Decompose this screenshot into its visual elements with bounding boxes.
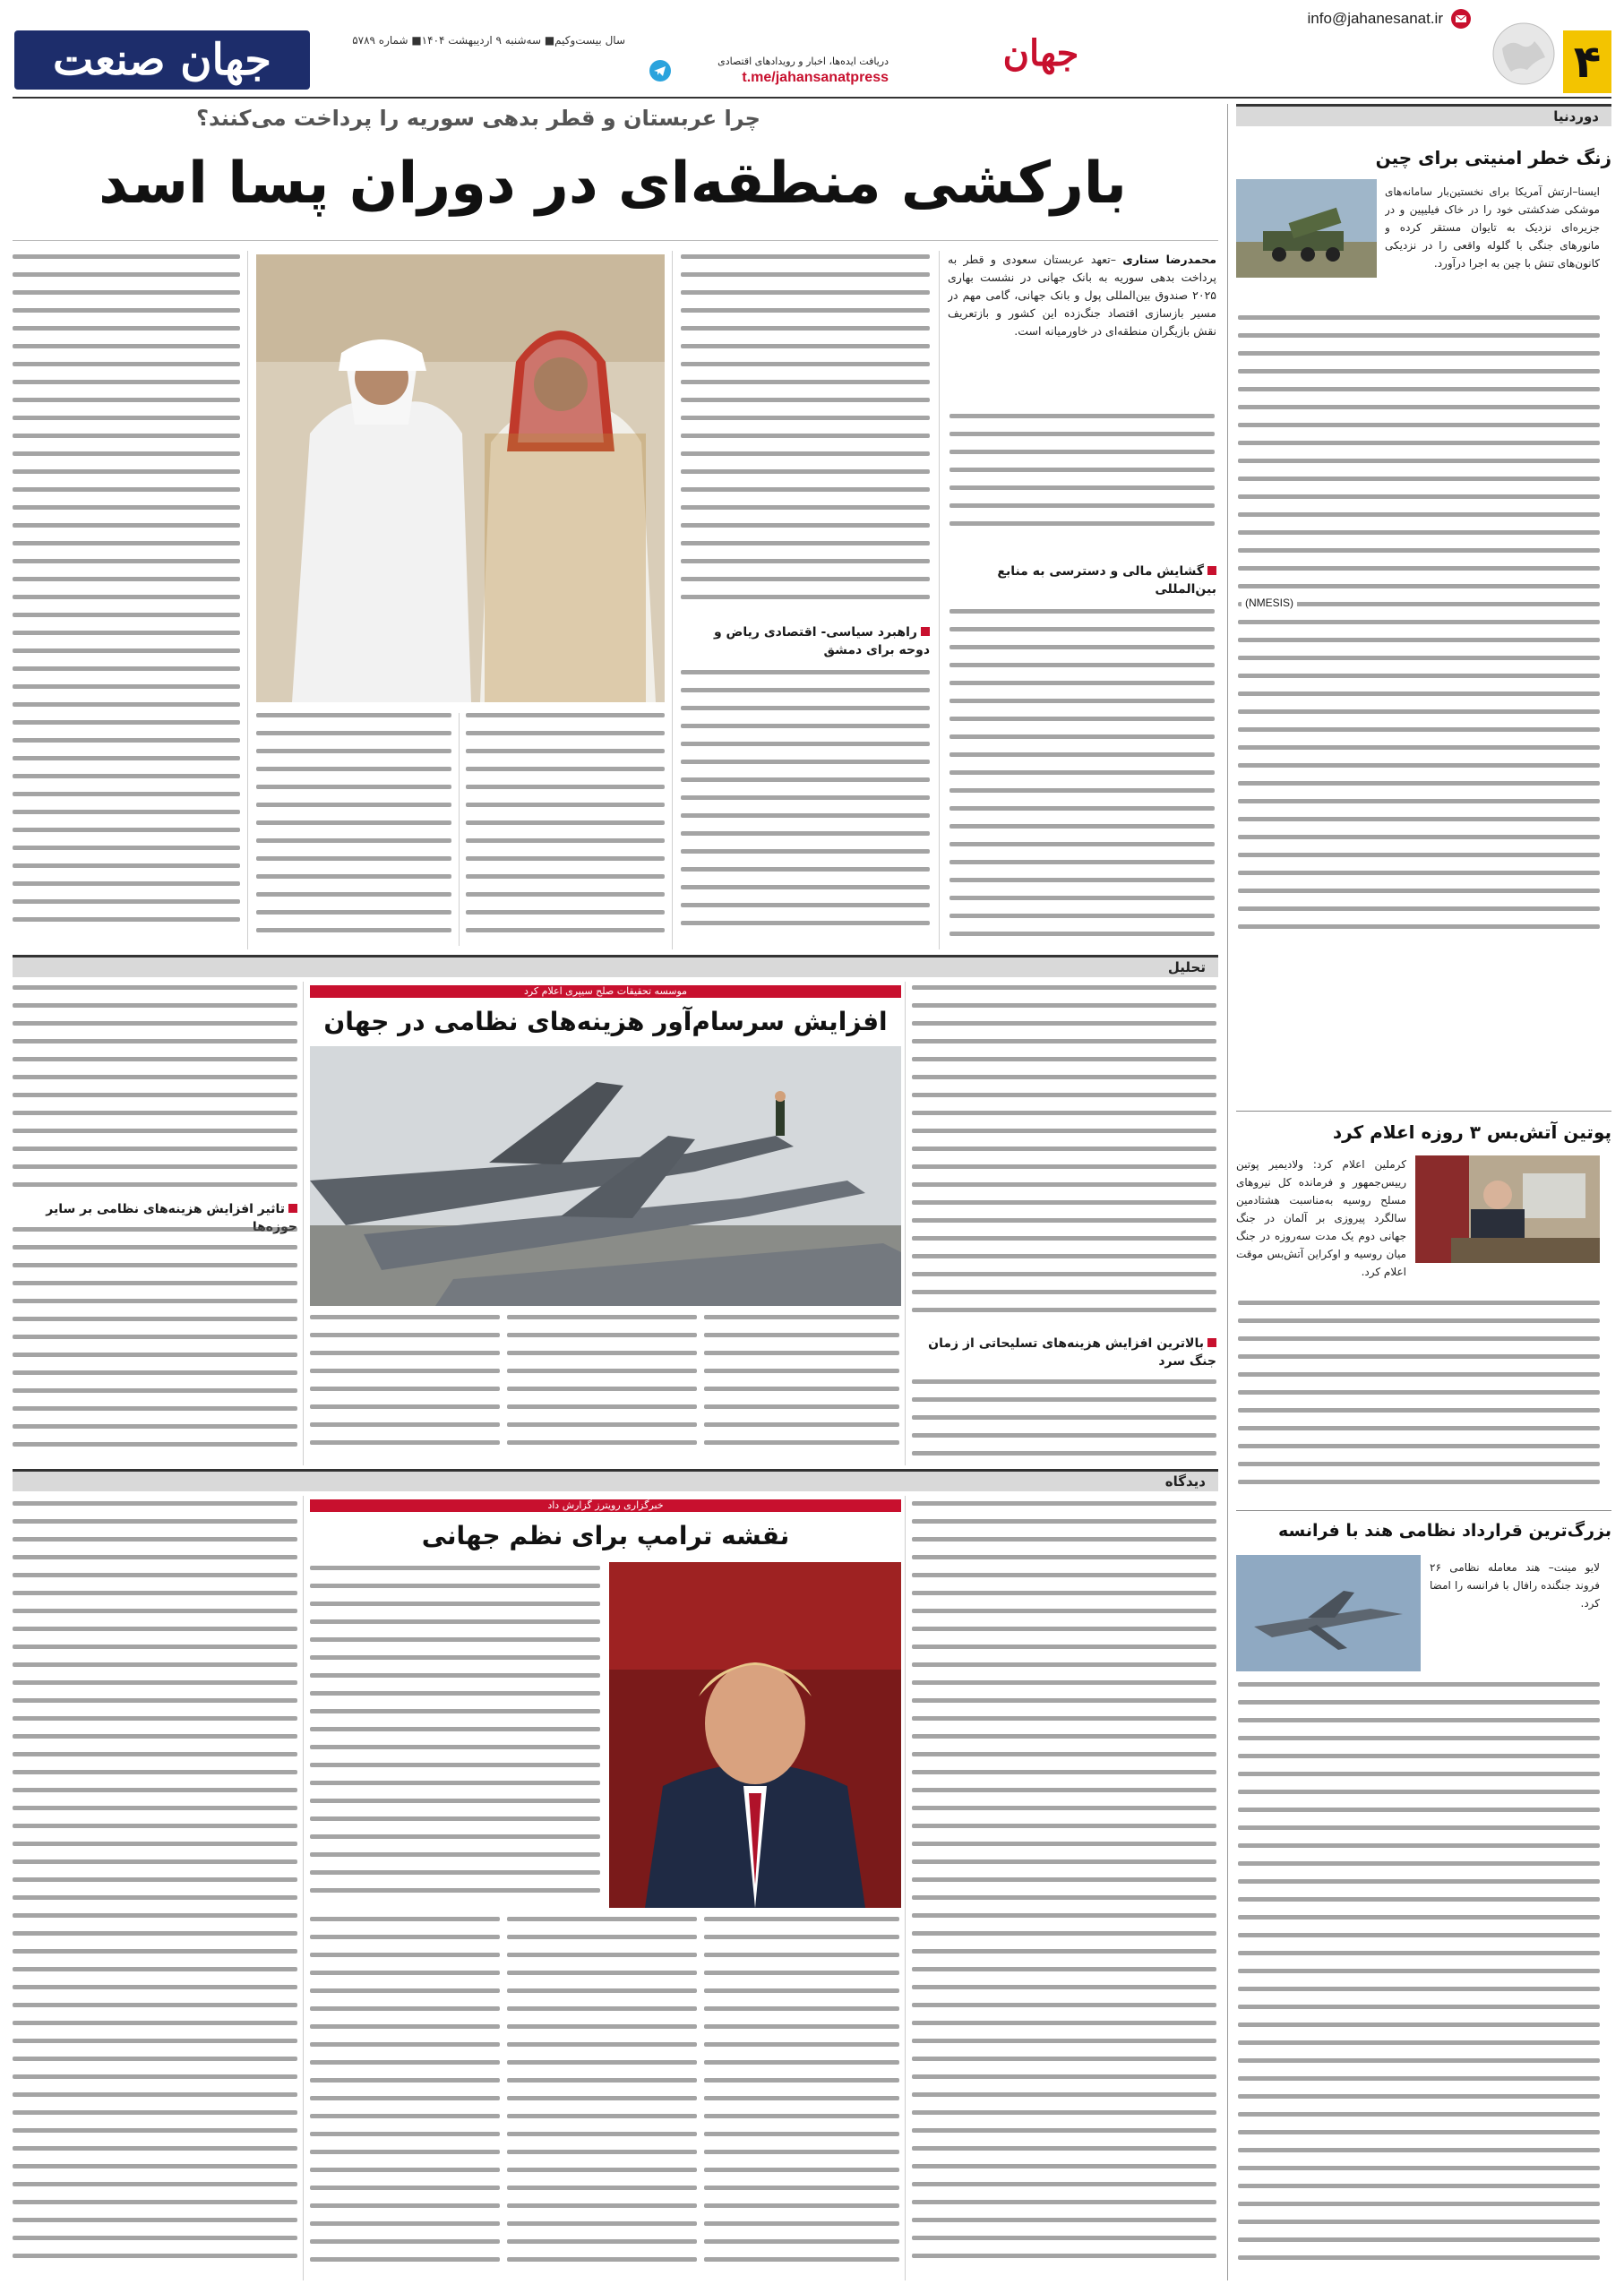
main-col4-body (256, 713, 451, 946)
viewpoint-col-right-body (912, 1501, 1216, 2272)
main-col2-body-a (681, 254, 930, 613)
main-col5-body (13, 254, 240, 946)
analysis-subhead-1-text: بالاترین افزایش هزینه‌های تسلیحاتی از زمان جنگ سرد (928, 1336, 1216, 1369)
sidebar-section-header (1236, 104, 1611, 126)
sidebar-divider-2 (1236, 1510, 1611, 1511)
viewpoint-source-tag: خبرگزاری رویترز گزارش داد (310, 1499, 901, 1512)
putin-photo (1415, 1155, 1600, 1263)
sidebar-story1-body (1238, 315, 1600, 942)
masthead-rule (13, 97, 1611, 99)
subhead-marker (921, 627, 930, 636)
sidebar-section-label: دوردنیا (1553, 108, 1599, 125)
main-subhead-1-text: گشایش مالی و دسترسی به منابع بین‌المللی (997, 564, 1216, 597)
main-col3-body (466, 713, 665, 946)
main-byline: محمدرضا ستاری (1122, 253, 1216, 266)
email-icon (1450, 8, 1472, 30)
analysis-under-photo-a (704, 1315, 899, 1465)
main-col-rule-3 (459, 713, 460, 946)
leaders-photo (256, 254, 665, 702)
telegram-link[interactable]: t.me/jahansanatpress (742, 70, 889, 85)
sidebar-story2-body (1238, 1301, 1600, 1489)
page-number-box (1563, 30, 1611, 93)
analysis-rule-2 (303, 982, 304, 1465)
telegram-caption: دریافت ایده‌ها، اخبار و رویدادهای اقتصادی (717, 56, 889, 67)
main-col2-body-b (681, 670, 930, 948)
telegram-icon (649, 59, 672, 82)
subhead-marker (288, 1204, 297, 1213)
viewpoint-headline: نقشه ترامپ برای نظم جهانی (421, 1521, 790, 1550)
viewpoint-rule-1 (905, 1496, 906, 2280)
viewpoint-section-header (13, 1469, 1218, 1491)
subhead-marker (1207, 566, 1216, 575)
analysis-col-right-body-b (912, 1379, 1216, 1465)
viewpoint-col-mid-a (310, 1566, 600, 1906)
analysis-headline: افزایش سرسام‌آور هزینه‌های نظامی در جهان (323, 1007, 888, 1036)
rafale-jet-photo (1236, 1555, 1421, 1671)
section-logo: جهان (1002, 32, 1079, 74)
page-number: ۴ (1573, 36, 1602, 88)
main-subhead-2 (681, 623, 930, 659)
analysis-under-photo-c (310, 1315, 500, 1465)
sidebar-story2-lead: کرملین اعلام کرد: ولادیمیر پوتین رییس‌جمهور و فرمانده کل نیروهای مسلح روسیه به‌مناسبت هشتادمین سالگرد پیروزی بر آلمان در جنگ جهانی دوم یک مدت سه‌روزه در جنگ میان روسیه و اوکراین آتش‌بس موقت اعلام کرد. (1236, 1158, 1406, 1278)
main-col-rule-2 (672, 251, 673, 949)
main-lead-block (948, 251, 1216, 403)
masthead (0, 0, 1624, 100)
analysis-rule-1 (905, 982, 906, 1465)
headline-rule (13, 240, 1218, 241)
sidebar-story3-title: بزرگ‌ترین قرارداد نظامی هند با فرانسه (1277, 1521, 1611, 1541)
main-col1-body-a (949, 414, 1215, 548)
issue-line: سال بیست‌وکیم■ سه‌شنبه ۹ اردیبهشت ۱۴۰۴■ شماره ۵۷۸۹ (352, 34, 625, 47)
main-headline: بارکشی منطقه‌ای در دوران پسا اسد (99, 150, 1127, 217)
globe-icon (1491, 21, 1556, 86)
sidebar-story1-lead: ایسنا–ارتش آمریکا برای نخستین‌بار سامانه‌های موشکی ضدکشتی خود را در خاک فیلیپین و در جزیره‌ای نزدیک به تایوان مستقر کرده و مانورهای جنگی با گلوله واقعی را در نزدیکی کانون‌های تنش با چین به اجرا درآورد. (1385, 185, 1600, 270)
viewpoint-col-left-body (13, 1501, 297, 2272)
fighter-jets-photo (310, 1046, 901, 1306)
main-col1-body-b (949, 609, 1215, 949)
email-address[interactable]: info@jahanesanat.ir (1307, 10, 1443, 27)
sidebar-story2-title: پوتین آتش‌بس ۳ روزه اعلام کرد (1332, 1121, 1611, 1143)
sidebar-story3-lead: لایو مینت– هند معامله نظامی ۲۶ فروند جنگنده رافال با فرانسه را امضا کرد. (1430, 1561, 1600, 1610)
sidebar-story1-tag: (NMESIS) (1242, 597, 1297, 609)
trump-photo (609, 1562, 901, 1908)
analysis-source-tag: موسسه تحقیقات صلح سیپری اعلام کرد (310, 985, 901, 998)
sidebar-rule (1227, 104, 1228, 2280)
viewpoint-section-label: دیدگاه (1164, 1473, 1206, 1490)
paper-name: جهان صنعت (53, 35, 271, 85)
viewpoint-col-mid-d (310, 1917, 500, 2272)
analysis-under-photo-b (507, 1315, 697, 1465)
viewpoint-col-mid-b (704, 1917, 899, 2272)
analysis-subhead-1 (912, 1335, 1216, 1370)
main-col-rule-4 (247, 251, 248, 949)
analysis-col-right-body (912, 985, 1216, 1326)
analysis-section-label: تحلیل (1167, 959, 1206, 975)
main-col-rule-1 (939, 251, 940, 949)
missile-launcher-photo (1236, 179, 1377, 278)
analysis-section-header (13, 955, 1218, 977)
analysis-col-left-body-a (13, 985, 297, 1197)
main-kicker: چرا عربستان و قطر بدهی سوریه را پرداخت می‌کنند؟ (196, 106, 760, 131)
viewpoint-col-mid-c (507, 1917, 697, 2272)
sidebar-divider-1 (1236, 1111, 1611, 1112)
sidebar-story3-body (1238, 1682, 1600, 2273)
email-line (1308, 7, 1472, 30)
paper-name-logo (14, 30, 310, 90)
sidebar-story1-title: زنگ خطر امنیتی برای چین (1375, 147, 1611, 168)
main-subhead-2-text: راهبرد سیاسی- اقتصادی ریاض و دوحه برای دمشق (713, 625, 930, 657)
viewpoint-rule-2 (303, 1496, 304, 2280)
analysis-subhead-2-text: تاثیر افزایش هزینه‌های نظامی بر سایر (46, 1202, 285, 1216)
telegram-block (647, 56, 889, 91)
main-subhead-1 (948, 563, 1216, 598)
subhead-marker (1207, 1338, 1216, 1347)
analysis-col-left-body-b (13, 1227, 297, 1465)
main-lead: –تعهد عربستان سعودی و قطر به پرداخت بدهی سوریه به بانک جهانی در نشست بهاری ۲۰۲۵ صندوق بین‌المللی پول و بانک جهانی، گامی مهم در مسیر بازسازی اقتصاد جنگ‌زده این کشور و بازتعریف نقش بازیگران منطقه‌ای در خاورمیانه است. (948, 253, 1216, 338)
